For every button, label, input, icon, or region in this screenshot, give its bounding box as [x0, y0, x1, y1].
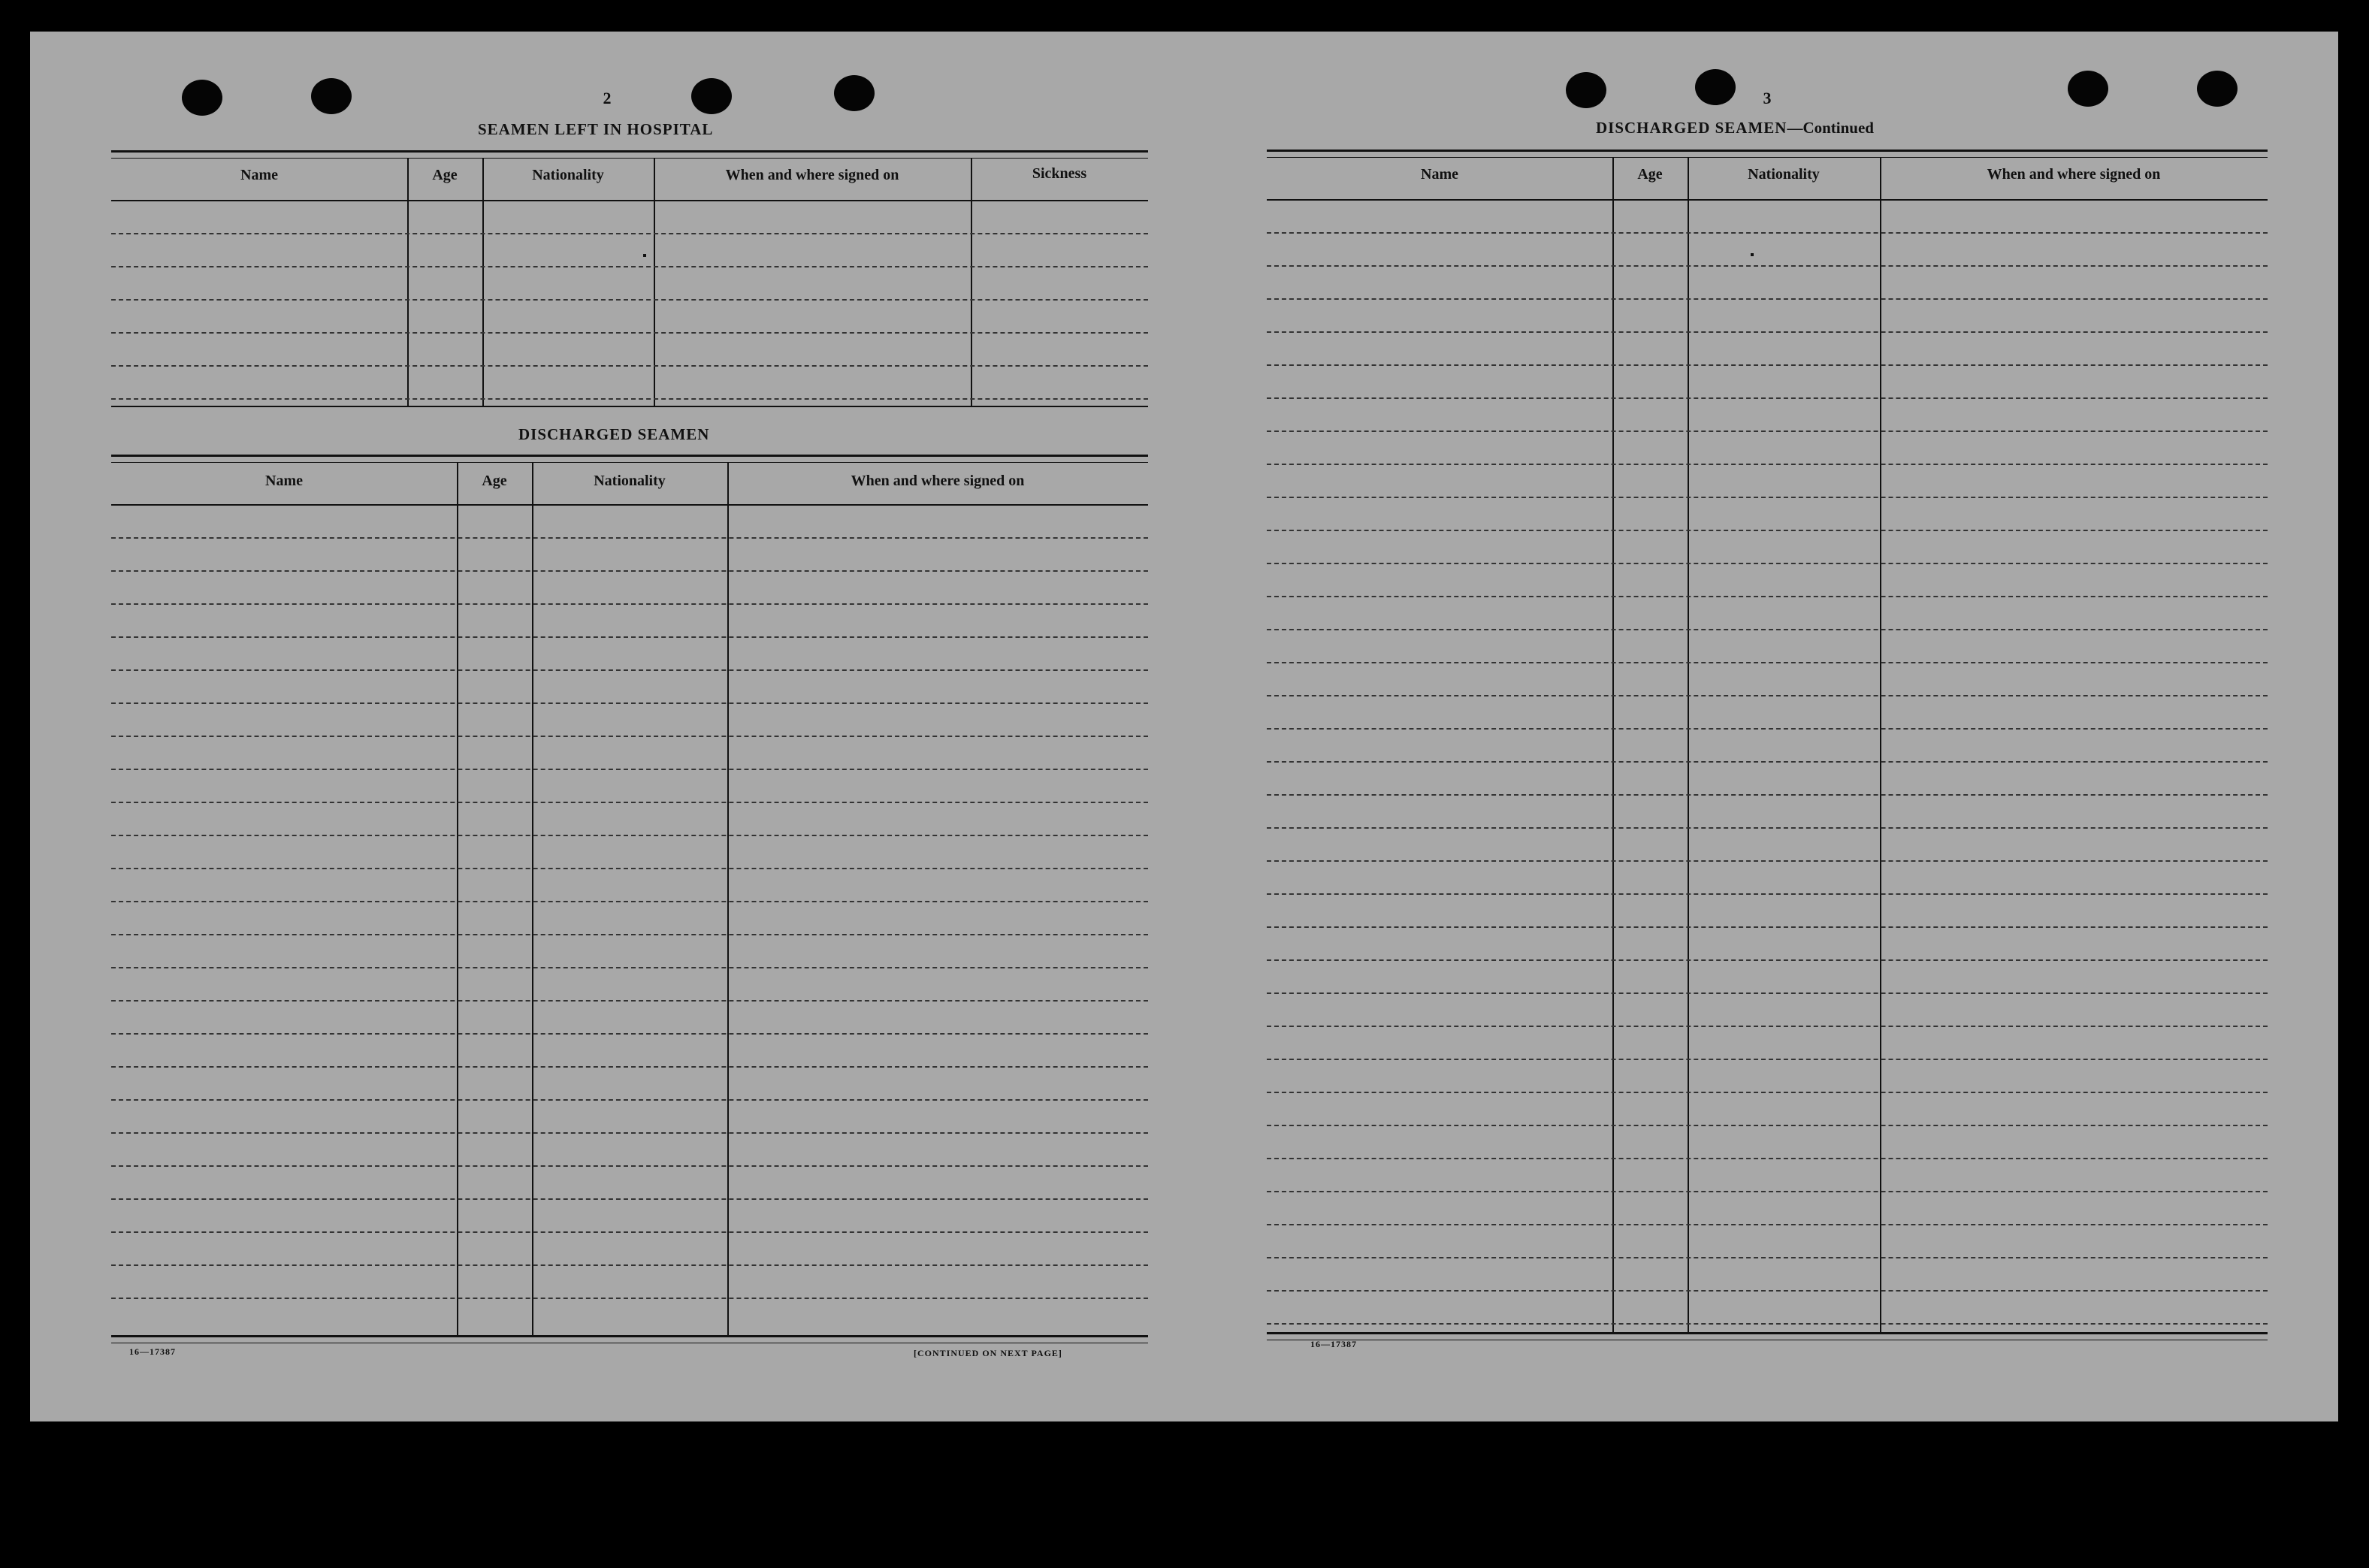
- section-title-suffix: —Continued: [1787, 119, 1874, 137]
- punch-hole: [1566, 72, 1606, 108]
- entry-row: [111, 266, 1148, 267]
- column-header-age: Age: [1637, 166, 1663, 183]
- table-top-rule: [1267, 150, 2268, 158]
- entry-row: [111, 835, 1148, 836]
- entry-row: [1267, 728, 2268, 730]
- entry-row: [1267, 563, 2268, 564]
- entry-row: [111, 769, 1148, 770]
- entry-row: [1267, 1191, 2268, 1192]
- entry-row: [1267, 1323, 2268, 1325]
- entry-row: [1267, 1059, 2268, 1060]
- table-bottom-rule: [1267, 1332, 2268, 1340]
- punch-hole: [182, 80, 222, 116]
- entry-row: [111, 934, 1148, 935]
- punch-hole: [1695, 69, 1736, 105]
- entry-row: [111, 636, 1148, 638]
- entry-row: [111, 669, 1148, 671]
- entry-row: [1267, 431, 2268, 432]
- column-header-signed-on: When and where signed on: [725, 167, 899, 183]
- left-page: [30, 32, 1172, 1421]
- entry-row: [111, 537, 1148, 539]
- entry-row: [111, 967, 1148, 968]
- column-header-name: Name: [1421, 166, 1458, 183]
- continued-note: [CONTINUED ON NEXT PAGE]: [914, 1348, 1062, 1358]
- entry-row: [111, 1264, 1148, 1266]
- entry-row: [111, 736, 1148, 737]
- column-divider: [482, 158, 484, 406]
- form-code: 16—17387: [1310, 1339, 1357, 1349]
- entry-row: [1267, 298, 2268, 300]
- entry-row: [111, 299, 1148, 301]
- entry-row: [1267, 959, 2268, 961]
- column-divider: [654, 158, 655, 406]
- entry-row: [1267, 497, 2268, 498]
- ink-speck: [1751, 253, 1754, 256]
- column-header-name: Name: [265, 473, 303, 489]
- entry-row: [111, 702, 1148, 704]
- entry-row: [1267, 397, 2268, 399]
- entry-row: [111, 1298, 1148, 1299]
- entry-row: [111, 233, 1148, 234]
- column-divider: [532, 462, 533, 1337]
- discharged-continued-title: [1596, 119, 1874, 137]
- entry-row: [111, 1066, 1148, 1068]
- table-bottom-rule: [111, 1335, 1148, 1343]
- punch-hole: [2068, 71, 2108, 107]
- entry-row: [111, 1198, 1148, 1200]
- punch-hole: [834, 75, 875, 111]
- entry-row: [1267, 827, 2268, 829]
- entry-row: [111, 868, 1148, 869]
- ink-speck: [643, 254, 646, 257]
- punch-hole: [311, 78, 352, 114]
- entry-row: [1267, 1158, 2268, 1159]
- entry-row: [111, 332, 1148, 334]
- entry-row: [1267, 1290, 2268, 1292]
- entry-row: [111, 802, 1148, 803]
- right-page: [1184, 32, 2338, 1421]
- discharged-continued-table: [1267, 150, 2268, 1382]
- entry-row: [111, 901, 1148, 902]
- column-divider: [457, 462, 458, 1337]
- hospital-section-title: SEAMEN LEFT IN HOSPITAL: [478, 120, 714, 138]
- entry-row: [111, 570, 1148, 572]
- entry-row: [1267, 893, 2268, 895]
- entry-row: [1267, 860, 2268, 862]
- column-header-sickness: Sickness: [1032, 165, 1087, 182]
- entry-row: [111, 1033, 1148, 1035]
- punch-hole: [691, 78, 732, 114]
- entry-row: [1267, 695, 2268, 696]
- entry-row: [1267, 331, 2268, 333]
- entry-row: [1267, 1092, 2268, 1093]
- entry-row: [111, 1000, 1148, 1002]
- column-header-nationality: Nationality: [1748, 166, 1820, 183]
- section-title-main: DISCHARGED SEAMEN: [1596, 119, 1787, 137]
- entry-row: [1267, 596, 2268, 597]
- header-rule: [1267, 199, 2268, 201]
- entry-row: [111, 1099, 1148, 1101]
- table-top-rule: [111, 150, 1148, 159]
- form-code: 16—17387: [129, 1346, 176, 1357]
- entry-row: [1267, 364, 2268, 366]
- entry-row: [1267, 992, 2268, 994]
- entry-row: [1267, 629, 2268, 630]
- entry-row: [111, 1231, 1148, 1233]
- column-header-name: Name: [240, 167, 278, 183]
- entry-row: [1267, 926, 2268, 928]
- page-number: 3: [1763, 89, 1772, 107]
- punch-hole: [2197, 71, 2238, 107]
- entry-row: [1267, 761, 2268, 763]
- column-header-signed-on: When and where signed on: [1987, 166, 2161, 183]
- column-divider: [971, 158, 972, 406]
- discharged-section-title: DISCHARGED SEAMEN: [518, 425, 710, 443]
- entry-row: [1267, 530, 2268, 531]
- entry-row: [1267, 1257, 2268, 1258]
- entry-row: [111, 365, 1148, 367]
- entry-row: [1267, 1026, 2268, 1027]
- entry-row: [1267, 232, 2268, 234]
- entry-row: [1267, 794, 2268, 796]
- header-rule: [111, 504, 1148, 506]
- discharged-table: [111, 455, 1148, 1379]
- column-header-nationality: Nationality: [594, 473, 666, 489]
- header-rule: [111, 200, 1148, 201]
- entry-row: [111, 603, 1148, 605]
- entry-row: [111, 398, 1148, 400]
- entry-row: [1267, 464, 2268, 465]
- entry-row: [1267, 1125, 2268, 1126]
- column-divider: [407, 158, 409, 406]
- column-header-nationality: Nationality: [532, 167, 604, 183]
- hospital-table: [111, 150, 1148, 439]
- column-header-signed-on: When and where signed on: [851, 473, 1025, 489]
- entry-row: [1267, 265, 2268, 267]
- table-top-rule: [111, 455, 1148, 463]
- entry-row: [1267, 662, 2268, 663]
- entry-row: [111, 1132, 1148, 1134]
- table-bottom-rule: [111, 406, 1148, 407]
- page-number: 2: [603, 89, 612, 107]
- column-header-age: Age: [482, 473, 507, 489]
- document-sheet: [30, 32, 2338, 1421]
- column-divider: [727, 462, 729, 1337]
- entry-row: [111, 1165, 1148, 1167]
- column-header-age: Age: [432, 167, 458, 183]
- entry-row: [1267, 1224, 2268, 1225]
